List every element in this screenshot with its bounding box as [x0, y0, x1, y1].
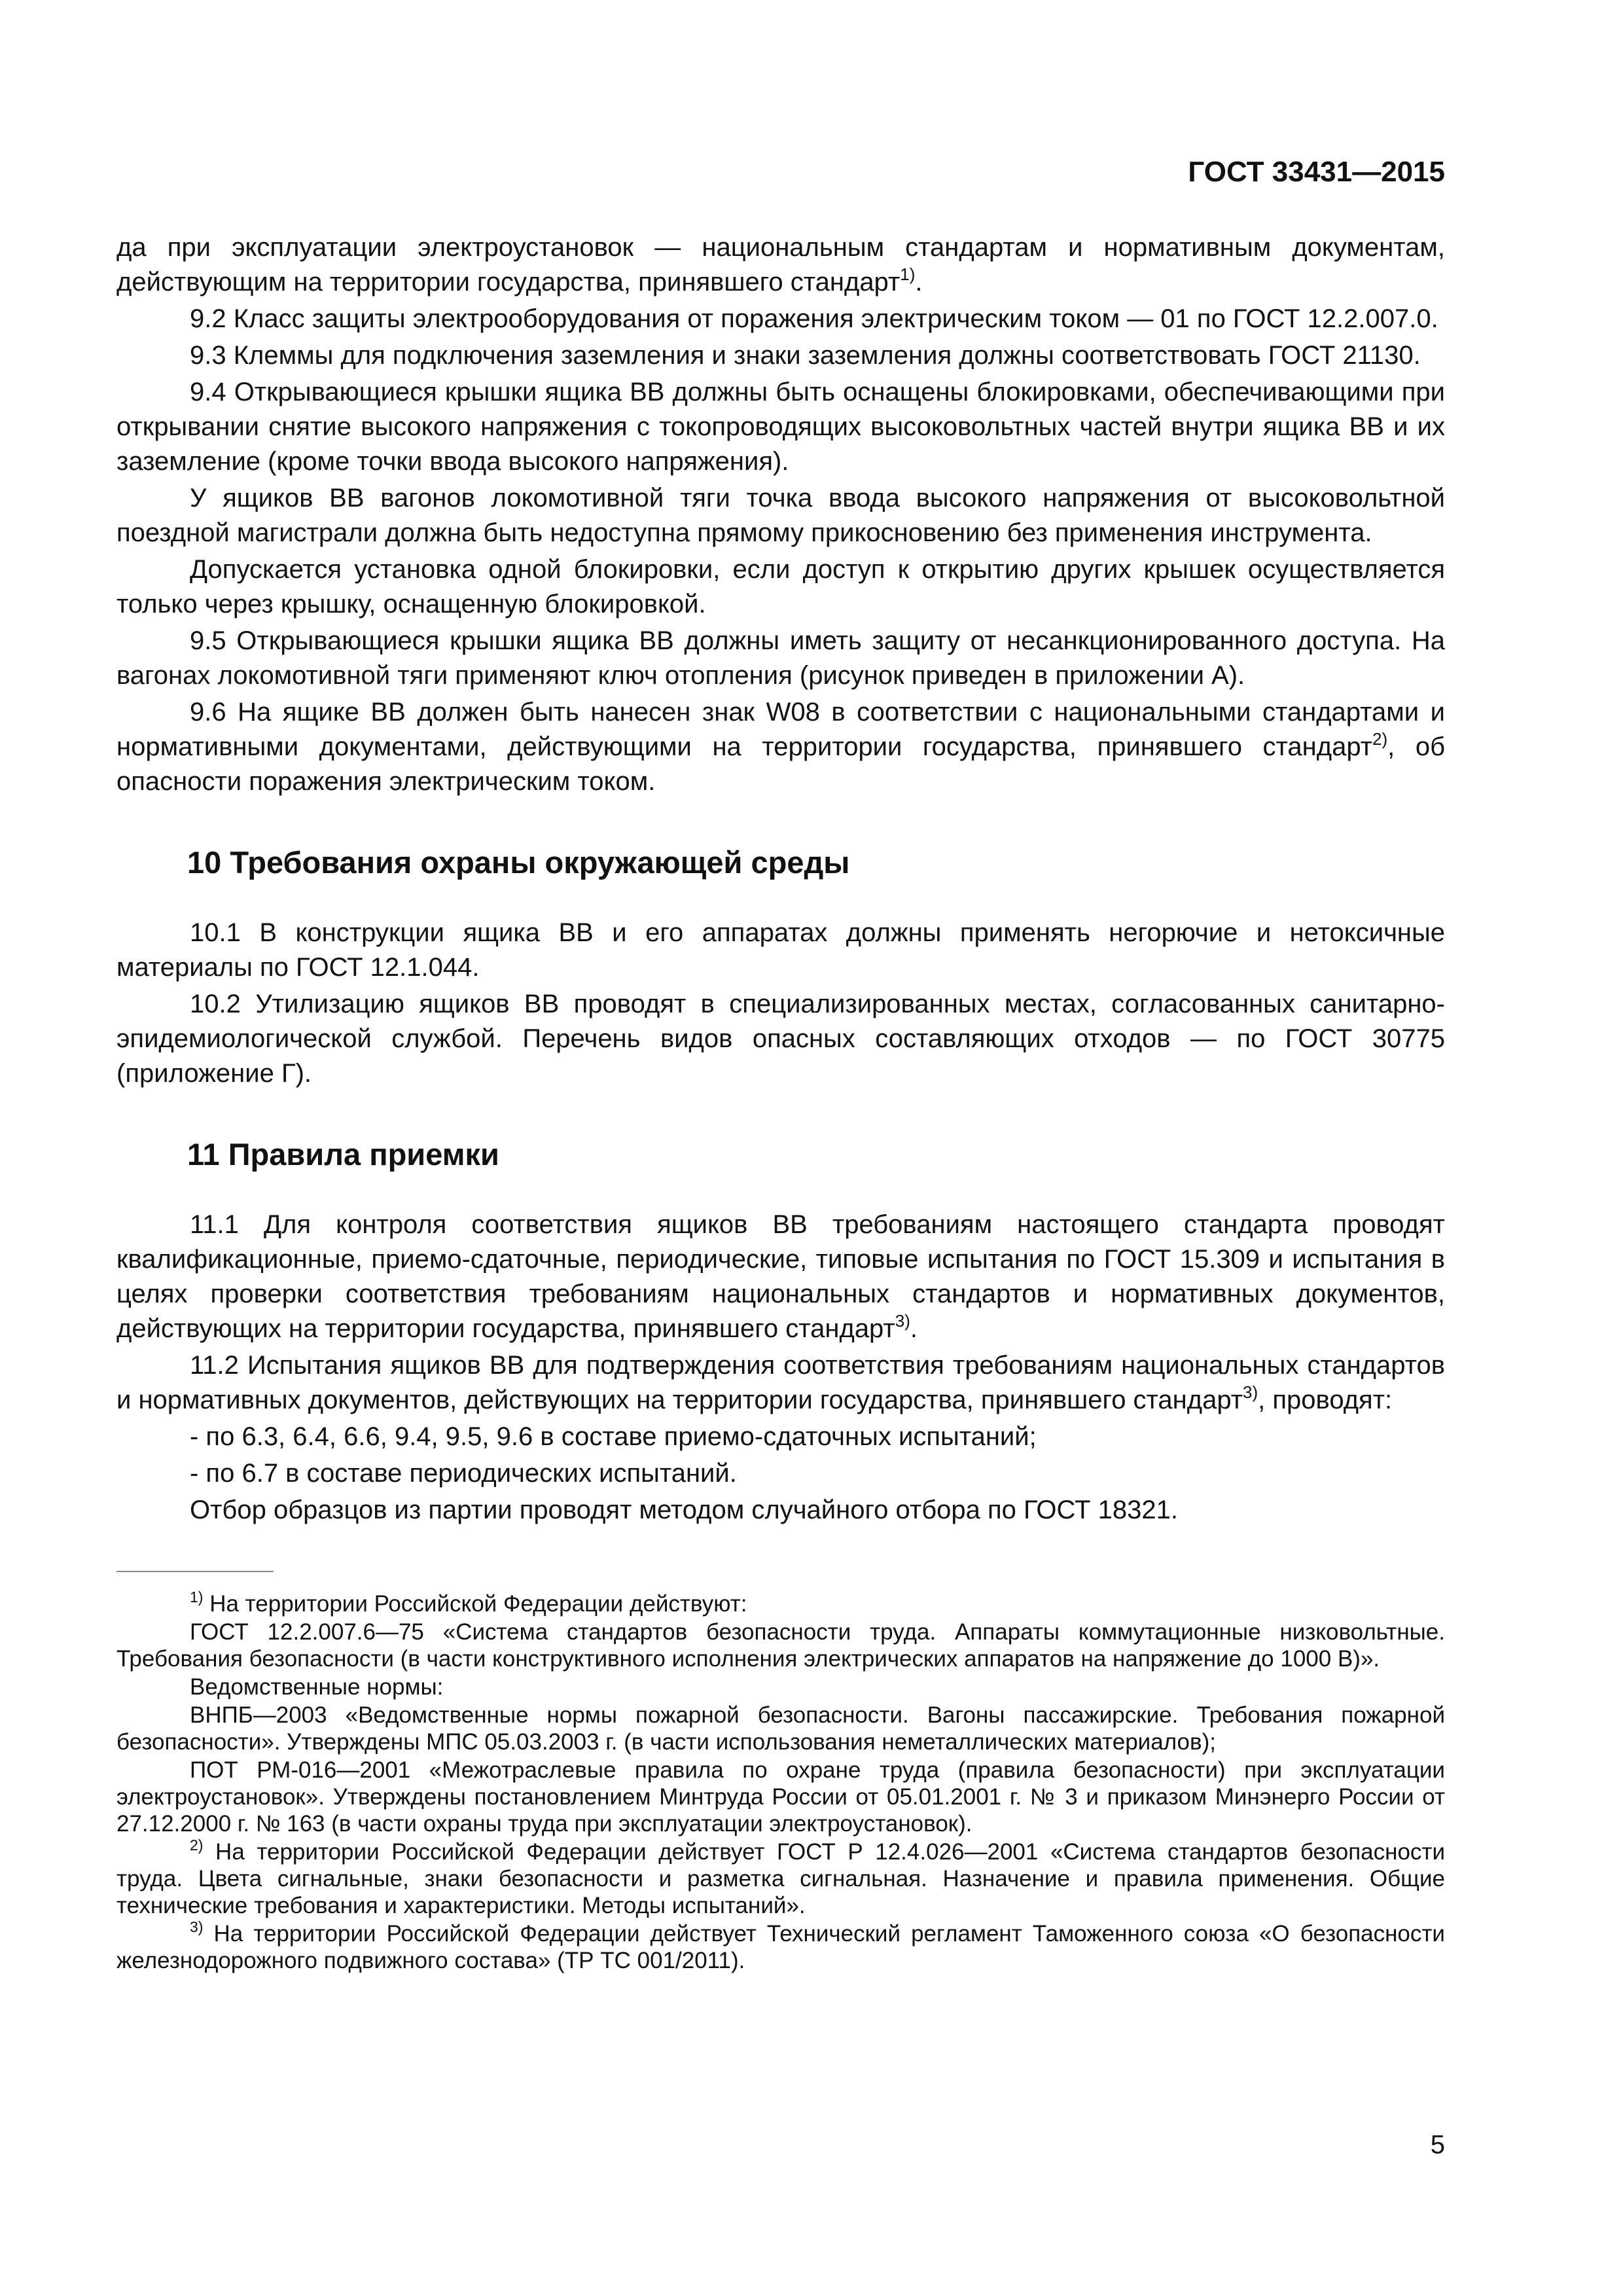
footnote-2: $^{2)}$ На территории Российской Федерации действует ГОСТ Р 12.4.026—2001 «Система стандартов безопасности труда. Цвета сигнальные, знаки безопасности и разметка сигнальная. Назначение и правила применения. Общие технические требования и характеристики. Методы испытаний». [116, 1837, 1445, 1918]
footnote-ref-3[interactable]: 3) [895, 1311, 910, 1331]
footnote-1: $^{1)}$ На территории Российской Федерации действуют: [190, 1588, 747, 1617]
footnote-1-dept-norms: Ведомственные нормы: [190, 1674, 444, 1700]
paragraph-9-1-continuation: да при эксплуатации электроустановок — национальным стандартам и нормативным документам, действующим на территории государства, принявшего стандарт$^{1)}$. [116, 233, 1445, 296]
paragraph-9-2: 9.2 Класс защиты электрооборудования от поражения электрическим током — 01 по ГОСТ 12.2.007.0. [190, 304, 1438, 333]
paragraph-9-4-single-lock: Допускается установка одной блокировки, если доступ к открытию других крышек осуществляется только через крышку, оснащенную блокировкой. [116, 555, 1445, 619]
paragraph-10-1: 10.1 В конструкции ящика ВВ и его аппаратах должны применять негорючие и нетоксичные материалы по ГОСТ 12.1.044. [116, 918, 1445, 982]
footnote-ref-1[interactable]: 1) [900, 264, 916, 284]
list-item: - по 6.3, 6.4, 6.6, 9.4, 9.5, 9.6 в составе приемо-сдаточных испытаний; [190, 1422, 1037, 1451]
list-item: - по 6.7 в составе периодических испытаний. [190, 1459, 737, 1488]
footnote-1-gost: ГОСТ 12.2.007.6—75 «Система стандартов безопасности труда. Аппараты коммутационные низковольтные. Требования безопасности (в части конструктивного исполнения электрических аппаратов на напряжение до 1000 В)». [116, 1619, 1445, 1672]
section-10-heading: 10 Требования охраны окружающей среды [187, 845, 850, 880]
paragraph-11-2: 11.2 Испытания ящиков ВВ для подтверждения соответствия требованиям национальных стандартов и нормативных документов, действующих на территории государства, принявшего стандарт$^{3)}$, проводят: [116, 1351, 1445, 1414]
paragraph-9-3: 9.3 Клеммы для подключения заземления и знаки заземления должны соответствовать ГОСТ 21130. [190, 341, 1421, 370]
footnote-1-pot: ПОТ РМ-016—2001 «Межотраслевые правила по охране труда (правила безопасности) при эксплуатации электроустановок». Утверждены постановлением Минтруда России от 05.01.2001 г. № 3 и приказом Минэнерго России от 27.12.2000 г. № 163 (в части охраны труда при эксплуатации электроустановок). [116, 1757, 1445, 1837]
paragraph-9-6: 9.6 На ящике ВВ должен быть нанесен знак W08 в соответствии с национальными стандартами и нормативными документами, действующими на территории государства, принявшего стандарт$^{2)}$, об опасности поражения электрическим током. [116, 698, 1445, 796]
paragraph-10-2: 10.2 Утилизацию ящиков ВВ проводят в специализированных местах, согласованных санитарно-эпидемиологической службой. Перечень видов опасных составляющих отходов — по ГОСТ 30775 (приложение Г). [116, 990, 1445, 1088]
paragraph-11-1: 11.1 Для контроля соответствия ящиков ВВ требованиям настоящего стандарта проводят квалификационные, приемо-сдаточные, периодические, типовые испытания по ГОСТ 15.309 и испытания в целях проверки соответствия требованиям национальных стандартов и нормативных документов, действующих на территории государства, принявшего стандарт$^{3)}$. [116, 1210, 1445, 1343]
footnote-3: $^{3)}$ На территории Российской Федерации действует Технический регламент Таможенного союза «О безопасности железнодорожного подвижного состава» (ТР ТС 001/2011). [116, 1918, 1445, 1973]
footnote-ref-3[interactable]: 3) [1243, 1382, 1258, 1402]
footnote-divider [116, 1571, 274, 1572]
footnotes [116, 1590, 1445, 1974]
paragraph-9-4: 9.4 Открывающиеся крышки ящика ВВ должны быть оснащены блокировками, обеспечивающими при открывании снятие высокого напряжения с токопроводящих высоковольтных частей внутри ящика ВВ и их заземление (кроме точки ввода высокого напряжения). [116, 378, 1445, 476]
body-text [116, 230, 1445, 1975]
footnote-1-vnpb: ВНПБ—2003 «Ведомственные нормы пожарной безопасности. Вагоны пассажирские. Требования пожарной безопасности». Утверждены МПС 05.03.2003 г. (в части использования неметаллических материалов); [116, 1702, 1445, 1755]
section-11-heading: 11 Правила приемки [187, 1137, 499, 1172]
paragraph-9-4-locomotive: У ящиков ВВ вагонов локомотивной тяги точка ввода высокого напряжения от высоковольтной поездной магистрали должна быть недоступна прямому прикосновению без применения инструмента. [116, 484, 1445, 547]
paragraph-11-sampling: Отбор образцов из партии проводят методом случайного отбора по ГОСТ 18321. [190, 1496, 1178, 1524]
page-number: 5 [1430, 2130, 1445, 2159]
document-code-header: ГОСТ 33431—2015 [1188, 156, 1445, 188]
footnote-ref-2[interactable]: 2) [1372, 729, 1388, 749]
paragraph-9-5: 9.5 Открывающиеся крышки ящика ВВ должны иметь защиту от несанкционированного доступа. На вагонах локомотивной тяги применяют ключ отопления (рисунок приведен в приложении А). [116, 626, 1445, 690]
